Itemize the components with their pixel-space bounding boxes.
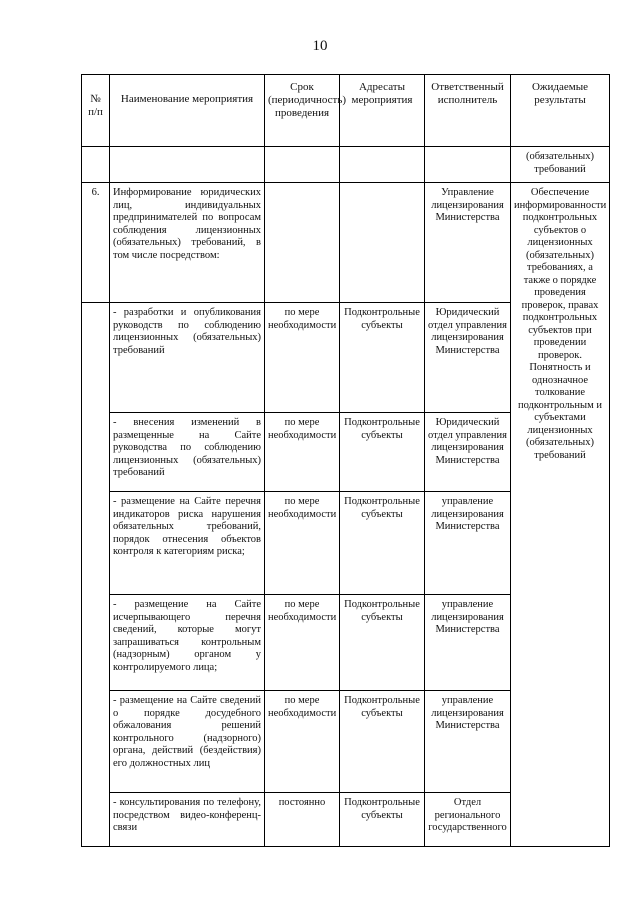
section-results: Обеспечение информированности подконтрольных субъектов о лицензионных (обязательных) требованиях, а также о порядке проведения проверок, правах подконтрольных субъектов при проведении проверок. Понятность и однозначное толкование подконтрольным и субъектами лицензионных (обязательных) требований <box>511 183 610 847</box>
page-number: 10 <box>312 38 328 54</box>
col-header-responsible: Ответственный исполнитель <box>425 75 511 147</box>
section-row <box>82 183 610 303</box>
item-term: по мере необходимости <box>265 691 340 793</box>
item-addressees: Подконтрольные субъекты <box>340 303 425 413</box>
item-responsible: управление лицензирования Министерства <box>425 691 511 793</box>
item-name: - внесения изменений в размещенные на Сайте руководства по соблюдению лицензионных (обязательных) требований <box>110 413 265 492</box>
col-header-results: Ожидаемые результаты <box>511 75 610 147</box>
item-addressees: Подконтрольные субъекты <box>340 492 425 595</box>
item-addressees: Подконтрольные субъекты <box>340 691 425 793</box>
cont-results-cell: (обязательных) требований <box>511 147 610 183</box>
item-name: - размещение на Сайте перечня индикаторов риска нарушения обязательных требований, порядок отнесения объектов контроля к категориям риска; <box>110 492 265 595</box>
item-responsible: Юридический отдел управления лицензирования Министерства <box>425 303 511 413</box>
item-term: по мере необходимости <box>265 492 340 595</box>
item-term: постоянно <box>265 793 340 847</box>
col-header-term: Срок (периодичность) проведения <box>265 75 340 147</box>
item-name: - размещение на Сайте исчерпывающего перечня сведений, которые могут запрашиваться контрольным (надзорным) органом у контролируемого лица; <box>110 595 265 691</box>
activities-table <box>81 74 610 847</box>
col-header-name: Наименование мероприятия <box>110 75 265 147</box>
item-term: по мере необходимости <box>265 413 340 492</box>
item-name: - консультирования по телефону, посредством видео-конференц-связи <box>110 793 265 847</box>
col-header-num: № п/п <box>82 75 110 147</box>
item-responsible: управление лицензирования Министерства <box>425 595 511 691</box>
item-name: - разработки и опубликования руководств по соблюдению лицензионных (обязательных) требований <box>110 303 265 413</box>
item-addressees: Подконтрольные субъекты <box>340 413 425 492</box>
item-responsible: управление лицензирования Министерства <box>425 492 511 595</box>
table-header-row <box>82 75 610 147</box>
item-responsible: Отдел регионального государственного <box>425 793 511 847</box>
item-responsible: Юридический отдел управления лицензирования Министерства <box>425 413 511 492</box>
item-term: по мере необходимости <box>265 303 340 413</box>
continuation-row <box>82 147 610 183</box>
item-term: по мере необходимости <box>265 595 340 691</box>
item-name: - размещение на Сайте сведений о порядке досудебного обжалования решений контрольного (надзорного) органа, действий (бездействия) его должностных лиц <box>110 691 265 793</box>
item-addressees: Подконтрольные субъекты <box>340 793 425 847</box>
col-header-addressees: Адресаты мероприятия <box>340 75 425 147</box>
section-responsible: Управление лицензирования Министерства <box>425 183 511 303</box>
section-name: Информирование юридических лиц, индивидуальных предпринимателей по вопросам соблюдения лицензионных (обязательных) требований, в том числе посредством: <box>110 183 265 303</box>
item-addressees: Подконтрольные субъекты <box>340 595 425 691</box>
section-num: 6. <box>82 183 110 303</box>
